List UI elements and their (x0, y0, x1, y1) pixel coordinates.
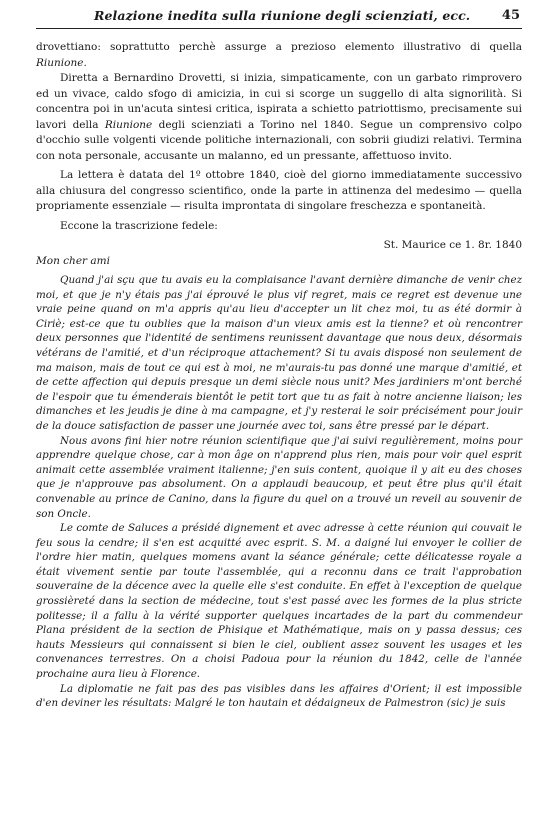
letter-paragraph: Nous avons fini hier notre réunion scientifique que j'ai suivi regulièrement, moins pour apprendre quelque chose, car à mon âge on n'apprend plus rien, mais pour voir quel esprit animait cette assemblée vraiment italienne; j'en suis content, quoique il y ait eu des choses que je n'approuve pas absolument. On a applaudi beaucoup, et peut être plus qu'il était convenable au prince de Canino, dans la figure du quel on a trouvé un reveil au souvenir de son Oncle. (36, 434, 522, 520)
letter-body (36, 273, 522, 711)
paragraph-description (36, 71, 522, 164)
riunione-italic: Riunione (36, 56, 84, 69)
paragraph-text: degli scienziati a Torino nel 1840. Segue un comprensivo colpo d'occhio sulle volgenti vicende politiche internazionali, con sobrii giudizi relativi. Termina con nota personale, accusante un malanno, ed un pressante, affettuoso invito. (36, 118, 522, 162)
letter-salutation: Mon cher ami (36, 254, 110, 267)
letter-paragraph: Quand j'ai sçu que tu avais eu la complaisance l'avant dernière dimanche de venir chez moi, et que je n'y étais pas j'ai éprouvé le plus vif regret, mais ce regret est devenue une vraie peine quand on m'a appris qu'au lieu d'accepter un lit chez moi, tu as été dormir à Ciriè; est-ce que tu oublies que la maison d'un vieux amis est la tienne? et où rencontrer deux personnes que l'identité de sentimens reunissent davantage que nous deux, désormais vétérans de l'amitié, et d'un réciproque attachement? Si tu avais disposé non seulement de ma maison, mais de tout ce qui est à moi, ne m'aurais-tu pas donné une marque d'amitié, et de cette affection qui depuis presque un demi siècle nous unit? Mes jardiniers m'ont berché de l'espoir que tu émenderais bientôt le petit tort que tu as fait à notre ancienne liaison; les dimanches et les jeudis je dine à ma campagne, et j'y resterai le soir précisément pour jouir de la douce satisfaction de passer une journée avec toi, sans être pressé par le départ. (36, 274, 522, 432)
paragraph-date-info: La lettera è datata del 1º ottobre 1840, cioè del giorno immediatamente successivo alla chiusura del congresso scientifico, onde la parte in attinenza del medesimo — quella propriamente essenziale — risulta improntata di singolare freschezza e spontaneità. (36, 169, 522, 212)
riunione-italic: Riunione (104, 118, 153, 131)
body-text (36, 40, 522, 711)
paragraph-text: Diretta a Bernardino Drovetti, si inizia, simpaticamente, con un garbato rimprovero ed un vivace, caldo sfogo di amicizia, in cui si scorge un suggello di alta signorilità. Si concentra poi in un'acuta sintesi critica, ispirata a schietto patriottismo, precisamente sui lavori della (36, 72, 522, 131)
letter-paragraph: La diplomatie ne fait pas des pas visibles dans les affaires d'Orient; il est impossible d'en deviner les résultats: Malgré le ton hautain et dédaigneux de Palmestron (sic) je suis (36, 682, 522, 710)
paragraph-text: . (83, 56, 87, 69)
letter-dateline: St. Maurice ce 1. 8r. 1840 (383, 239, 522, 251)
letter-paragraph: Le comte de Saluces a présidé dignement et avec adresse à cette réunion qui couvait le feu sous la cendre; il s'en est acquitté avec esprit. S. M. a daigné lui envoyer le collier de l'ordre hier matin, quelques momens avant la séance générale; cette délicatesse royale a était vivement sentie par toute l'assemblée, qui a reconnu dans ce trait l'approbation souveraine de la décence avec la quelle elle s'est conduite. En effet à l'exception de quelque grossièreté dans la section de médecine, tout s'est passé avec les formes de la plus stricte politesse; il a fallu à la vérité supporter quelques incartades de la part du commendeur Plana président de la section de Phisique et Mathématique, mais on y passa dessus; ces hauts Messieurs qui connaissent si bien le ciel, oublient assez souvent les usages et les convenances terrestres. On a choisi Padoua pour la réunion du 1842, celle de l'année prochaine aura lieu à Florence. (36, 522, 522, 681)
page-number: 45 (501, 8, 520, 23)
paragraph-transcription-intro: Eccone la trascrizione fedele: (60, 219, 218, 232)
running-head: Relazione inedita sulla riunione degli scienziati, ecc. (94, 8, 471, 23)
page-header (36, 6, 522, 29)
paragraph-text: drovettiano: soprattutto perchè assurge a prezioso elemento illustrativo di quella (36, 41, 522, 53)
paragraph-intro (36, 40, 522, 71)
